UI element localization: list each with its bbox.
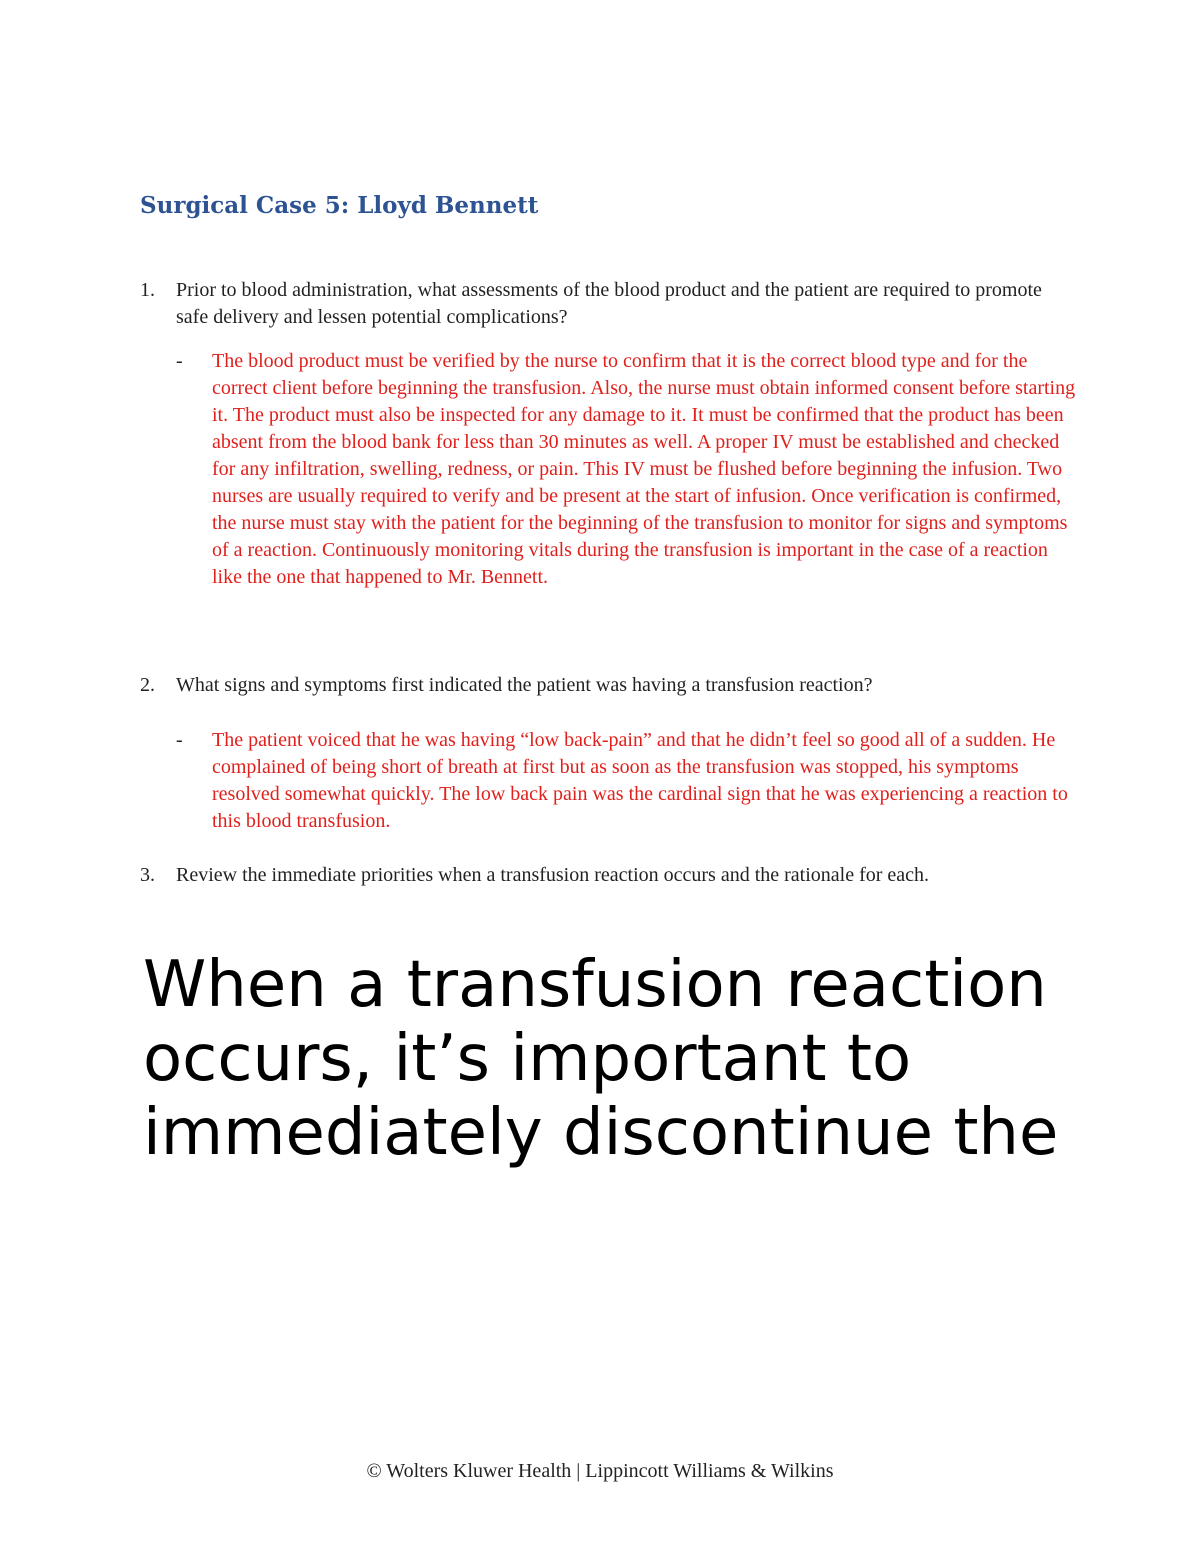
question-text: Prior to blood administration, what assessments of the blood product and the patient are required to promote safe delivery and lessen potential complications? — [176, 279, 1042, 328]
answer-text: The blood product must be verified by the nurse to confirm that it is the correct blood type and for the correct client before beginning the transfusion. Also, the nurse must obtain informed consent before starting it. The product must also be inspected for any damage to it. It must be confirmed that the product has been absent from the blood bank for less than 30 minutes as well. A proper IV must be established and checked for any infiltration, swelling, redness, or pain. This IV must be flushed before beginning the infusion. Two nurses are usually required to verify and be present at the start of infusion. Once verification is confirmed, the nurse must stay with the patient for the beginning of the transfusion to monitor for signs and symptoms of a reaction. Continuously monitoring vitals during the transfusion is important in the case of a reaction like the one that happened to Mr. Bennett. — [212, 350, 1076, 588]
answer-bullet: - — [176, 350, 183, 372]
question-text: Review the immediate priorities when a transfusion reaction occurs and the rationale for each. — [176, 864, 930, 886]
question-number: 2. — [140, 674, 155, 696]
page-footer: © Wolters Kluwer Health | Lippincott Williams & Wilkins — [366, 1460, 834, 1482]
question-number: 1. — [140, 279, 155, 301]
page-title: Surgical Case 5: Lloyd Bennett — [140, 192, 539, 219]
question-number: 3. — [140, 864, 155, 886]
large-answer-text: When a transfusion reaction occurs, it’s important to immediately discontinue the — [143, 948, 1059, 1170]
answer-bullet: - — [176, 729, 183, 751]
answer-text: The patient voiced that he was having “low back-pain” and that he didn’t feel so good all of a sudden. He complained of being short of breath at first but as soon as the transfusion was stopped, his symptoms resolved somewhat quickly. The low back pain was the cardinal sign that he was experiencing a reaction to this blood transfusion. — [212, 729, 1068, 832]
question-text: What signs and symptoms first indicated the patient was having a transfusion reaction? — [176, 674, 873, 696]
